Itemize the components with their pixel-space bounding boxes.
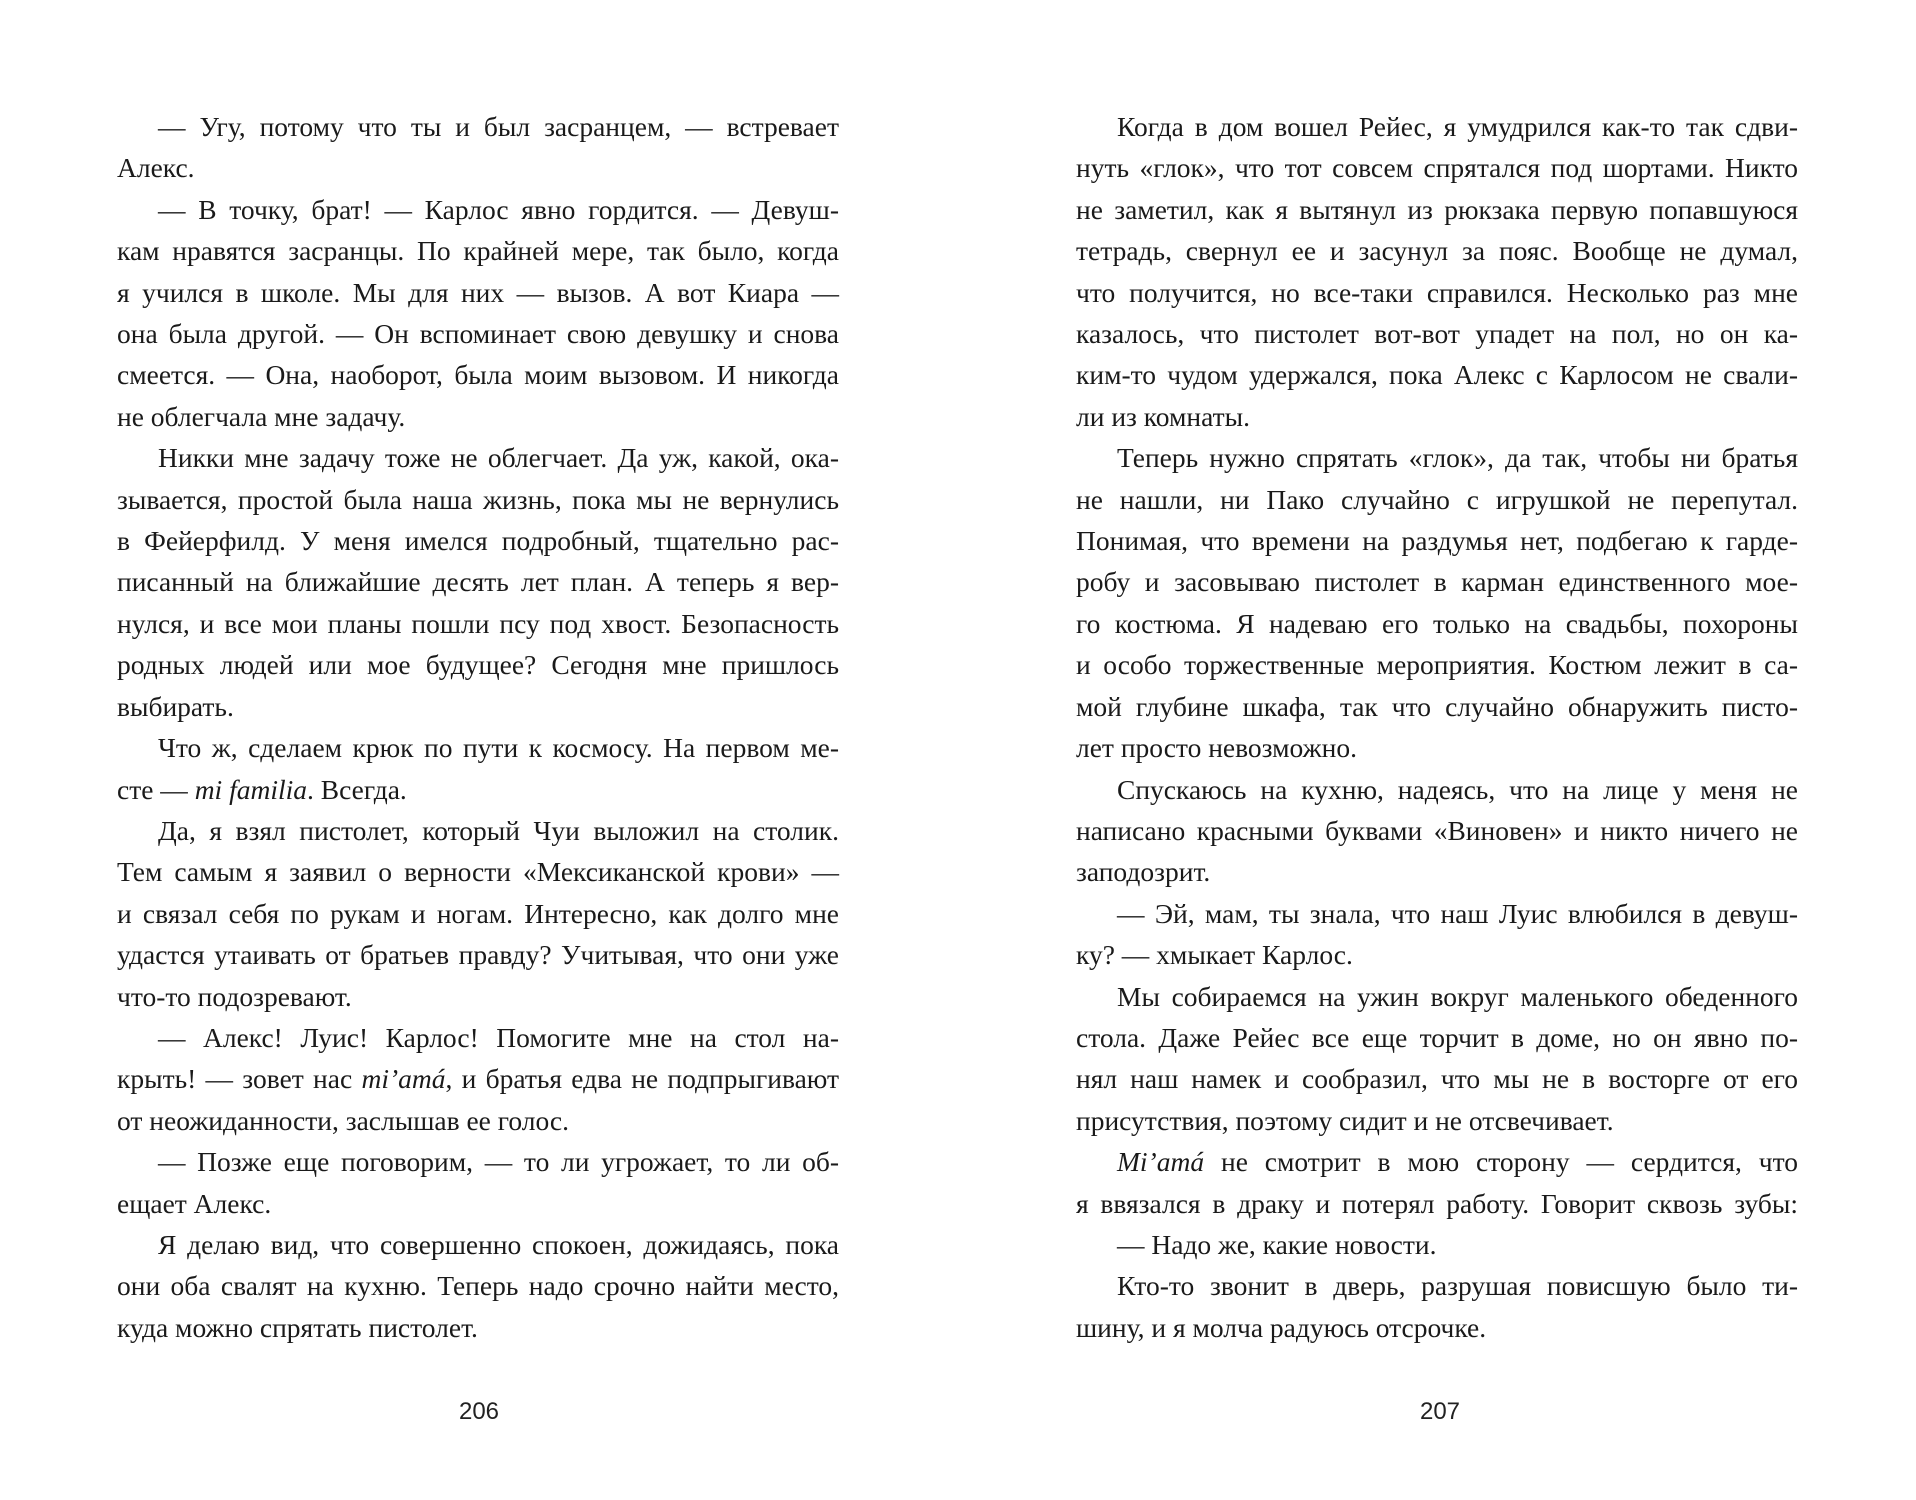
text-line: ещает Алекс.: [117, 1187, 272, 1219]
text-segment: не смотрит в мою сторону — сердится, что: [1204, 1146, 1798, 1178]
text-line: — Алекс! Луис! Карлос! Помогите мне на стол на-: [158, 1021, 839, 1053]
text-line: я учился в школе. Мы для них — вызов. А вот Киара —: [117, 276, 839, 308]
text-line: [117, 769, 839, 810]
text-line: тетрадь, свернул ее и засунул за пояс. Вообще не думал,: [1076, 235, 1798, 267]
right-page-text: [1076, 106, 1798, 1348]
italic-foreign-phrase: Mi’amá: [1117, 1146, 1205, 1178]
text-line: — В точку, брат! — Карлос явно гордится. — Девуш-: [158, 193, 839, 225]
text-line: шину, и я молча радуюсь отсрочке.: [1076, 1311, 1487, 1343]
text-line: Кто-то звонит в дверь, разрушая повисшую было ти-: [1117, 1270, 1798, 1302]
text-segment: . Всегда.: [306, 773, 407, 805]
text-line: Да, я взял пистолет, который Чуи выложил на столик.: [158, 814, 839, 846]
text-line: кам нравятся засранцы. По крайней мере, так было, когда: [117, 235, 839, 267]
text-line: ли из комнаты.: [1076, 400, 1250, 432]
text-line: Что ж, сделаем крюк по пути к космосу. На первом ме-: [158, 732, 839, 764]
text-line: нял наш намек и сообразил, что мы не в восторге от его: [1076, 1063, 1798, 1095]
text-segment: крыть! — зовет нас: [117, 1063, 362, 1095]
text-line: писанный на ближайшие десять лет план. А теперь я вер-: [117, 566, 839, 598]
text-line: ку? — хмыкает Карлос.: [1076, 939, 1353, 971]
text-line: присутствия, поэтому сидит и не отсвечивает.: [1076, 1104, 1614, 1136]
text-line: не нашли, ни Пако случайно с игрушкой не перепутал.: [1076, 483, 1798, 515]
text-line: Спускаюсь на кухню, надеясь, что на лице у меня не: [1117, 773, 1798, 805]
text-line: мой глубине шкафа, так что случайно обнаружить писто-: [1076, 690, 1798, 722]
page-number-right: 207: [1419, 1398, 1461, 1425]
text-line: — Надо же, какие новости.: [1117, 1228, 1437, 1260]
text-line: ким-то чудом удержался, пока Алекс с Карлосом не свали-: [1076, 359, 1798, 391]
text-line: нулся, и все мои планы пошли псу под хвост. Безопасность: [117, 607, 839, 639]
text-line: лет просто невозможно.: [1076, 732, 1357, 764]
text-line: Алекс.: [117, 152, 195, 184]
text-line: Никки мне задачу тоже не облегчает. Да уж, какой, ока-: [158, 442, 839, 474]
text-line: не облегчала мне задачу.: [117, 400, 406, 432]
text-line: они оба свалят на кухню. Теперь надо срочно найти место,: [117, 1270, 839, 1302]
text-line: [1076, 1141, 1798, 1182]
text-line: куда можно спрятать пистолет.: [117, 1311, 478, 1343]
text-line: и связал себя по рукам и ногам. Интересно, как долго мне: [117, 897, 839, 929]
text-line: Понимая, что времени на раздумья нет, подбегаю к гарде-: [1076, 525, 1798, 557]
text-line: Теперь нужно спрятать «глок», да так, чтобы ни братья: [1117, 442, 1798, 474]
text-line: Я делаю вид, что совершенно спокоен, дожидаясь, пока: [158, 1228, 839, 1260]
text-line: заподозрит.: [1076, 856, 1211, 888]
text-line: в Фейерфилд. У меня имелся подробный, тщательно рас-: [117, 525, 839, 557]
left-page-text: [117, 106, 839, 1348]
text-line: выбирать.: [117, 690, 234, 722]
text-line: — Угу, потому что ты и был засранцем, — встревает: [158, 111, 839, 142]
text-line: она была другой. — Он вспоминает свою девушку и снова: [117, 318, 839, 350]
text-line: — Позже еще поговорим, — то ли угрожает, то ли об-: [158, 1146, 839, 1178]
text-line: Когда в дом вошел Рейес, я умудрился как-то так сдви-: [1117, 111, 1798, 142]
italic-foreign-phrase: mi’amá: [361, 1063, 446, 1095]
italic-foreign-phrase: mi familia: [194, 773, 307, 805]
text-line: — Эй, мам, ты знала, что наш Луис влюбился в девуш-: [1117, 897, 1798, 929]
text-line: смеется. — Она, наоборот, была моим вызовом. И никогда: [117, 359, 839, 391]
page-number-left: 206: [458, 1398, 500, 1425]
text-line: казалось, что пистолет вот-вот упадет на пол, но он ка-: [1076, 318, 1798, 350]
text-line: и особо торжественные мероприятия. Костюм лежит в са-: [1076, 649, 1798, 681]
text-segment: сте —: [117, 773, 195, 805]
text-line: не заметил, как я вытянул из рюкзака первую попавшуюся: [1076, 193, 1798, 225]
text-line: нуть «глок», что тот совсем спрятался под шортами. Никто: [1076, 152, 1798, 184]
text-line: зывается, простой была наша жизнь, пока мы не вернулись: [117, 483, 839, 515]
text-line: написано красными буквами «Виновен» и никто ничего не: [1076, 814, 1798, 846]
text-line: я ввязался в драку и потерял работу. Говорит сквозь зубы:: [1076, 1187, 1798, 1219]
text-line: что-то подозревают.: [117, 980, 352, 1012]
text-line: родных людей или мое будущее? Сегодня мне пришлось: [117, 649, 839, 681]
text-line: [117, 1058, 839, 1099]
text-line: что получится, но все-таки справился. Несколько раз мне: [1076, 276, 1798, 308]
text-line: го костюма. Я надеваю его только на свадьбы, похороны: [1076, 607, 1798, 639]
text-segment: , и братья едва не подпрыгивают: [445, 1063, 839, 1095]
text-line: стола. Даже Рейес все еще торчит в доме, но он явно по-: [1076, 1021, 1798, 1053]
text-line: Мы собираемся на ужин вокруг маленького обеденного: [1117, 980, 1798, 1012]
text-line: удастся утаивать от братьев правду? Учитывая, что они уже: [117, 939, 839, 971]
text-line: Тем самым я заявил о верности «Мексиканской крови» —: [117, 856, 839, 888]
text-line: робу и засовываю пистолет в карман единственного мое-: [1076, 566, 1798, 598]
text-line: от неожиданности, заслышав ее голос.: [117, 1104, 569, 1136]
